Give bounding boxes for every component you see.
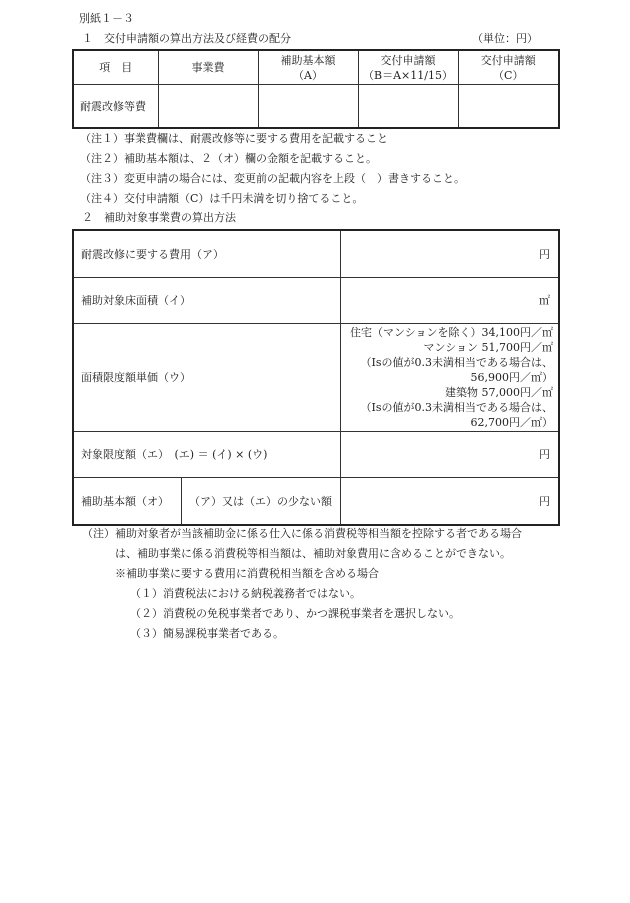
table-row (73, 85, 559, 129)
header-applied-c: 交付申請額 （C） (458, 50, 559, 85)
footnote-item-2: （２）消費税の免税事業者であり、かつ課税事業者を選択しない。 (130, 607, 460, 620)
note-4: （注４）交付申請額（C）は千円未満を切り捨てること。 (80, 192, 364, 205)
value-floor-area[interactable]: ㎡ (340, 277, 559, 323)
section2-title: ２ 補助対象事業費の算出方法 (82, 211, 236, 224)
attachment-label: 別紙１－３ (79, 12, 134, 25)
label-limit-amount: 対象限度額（エ） (エ) ＝ (イ) × (ウ) (73, 431, 340, 477)
footnote-item-1: （１）消費税法における納税義務者ではない。 (130, 587, 361, 600)
cell-applied-c[interactable] (458, 85, 559, 129)
formula-base-amount: （ア）又は（エ）の少ない額 (181, 477, 340, 525)
table-row (73, 431, 559, 477)
allocation-table (72, 49, 560, 129)
note-3: （注３）変更申請の場合には、変更前の記載内容を上段（ ）書きすること。 (80, 172, 465, 185)
footnote-line-1: （注）補助対象者が当該補助金に係る仕入に係る消費税等相当額を控除する者である場合 (82, 527, 522, 540)
table-row (73, 477, 559, 525)
footnote-item-3: （３）簡易課税事業者である。 (130, 627, 284, 640)
header-item: 項 目 (73, 50, 158, 85)
section1-title: １ 交付申請額の算出方法及び経費の配分 (82, 32, 291, 45)
cell-applied-b[interactable] (358, 85, 458, 129)
table-header-row (73, 50, 559, 85)
cell-cost[interactable] (158, 85, 258, 129)
header-applied-b: 交付申請額 （B＝A×11/15） (358, 50, 458, 85)
note-2: （注２）補助基本額は、２（オ）欄の金額を記載すること。 (80, 152, 377, 165)
header-base-amount: 補助基本額 （A） (258, 50, 358, 85)
label-unit-price-limit: 面積限度額単価（ウ） (73, 323, 340, 431)
table-row (73, 277, 559, 323)
table-row (73, 323, 559, 431)
unit-label: （単位：円） (472, 32, 538, 45)
value-renovation-cost[interactable]: 円 (340, 230, 559, 277)
cell-base-amount[interactable] (258, 85, 358, 129)
label-floor-area: 補助対象床面積（イ） (73, 277, 340, 323)
label-renovation-cost: 耐震改修に要する費用（ア） (73, 230, 340, 277)
label-base-amount: 補助基本額（オ） (73, 477, 181, 525)
cell-item: 耐震改修等費 (73, 85, 158, 129)
footnote-line-2: は、補助事業に係る消費税等相当額は、補助対象費用に含めることができない。 (115, 547, 511, 560)
note-1: （注１）事業費欄は、耐震改修等に要する費用を記載すること (80, 132, 388, 145)
calculation-table (72, 229, 560, 526)
value-unit-price-rates: 住宅（マンションを除く）34,100円／㎡ マンション 51,700円／㎡ （Isの値が0.3未満相当である場合は、 56,900円／㎡） 建築物 57,000円／㎡ （Isの値が0.3未満相当である場合は、 62,700円／㎡） (340, 323, 559, 431)
value-limit-amount[interactable]: 円 (340, 431, 559, 477)
footnote-line-3: ※補助事業に要する費用に消費税相当額を含める場合 (115, 567, 379, 580)
value-base-amount[interactable]: 円 (340, 477, 559, 525)
table-row (73, 230, 559, 277)
header-cost: 事業費 (158, 50, 258, 85)
